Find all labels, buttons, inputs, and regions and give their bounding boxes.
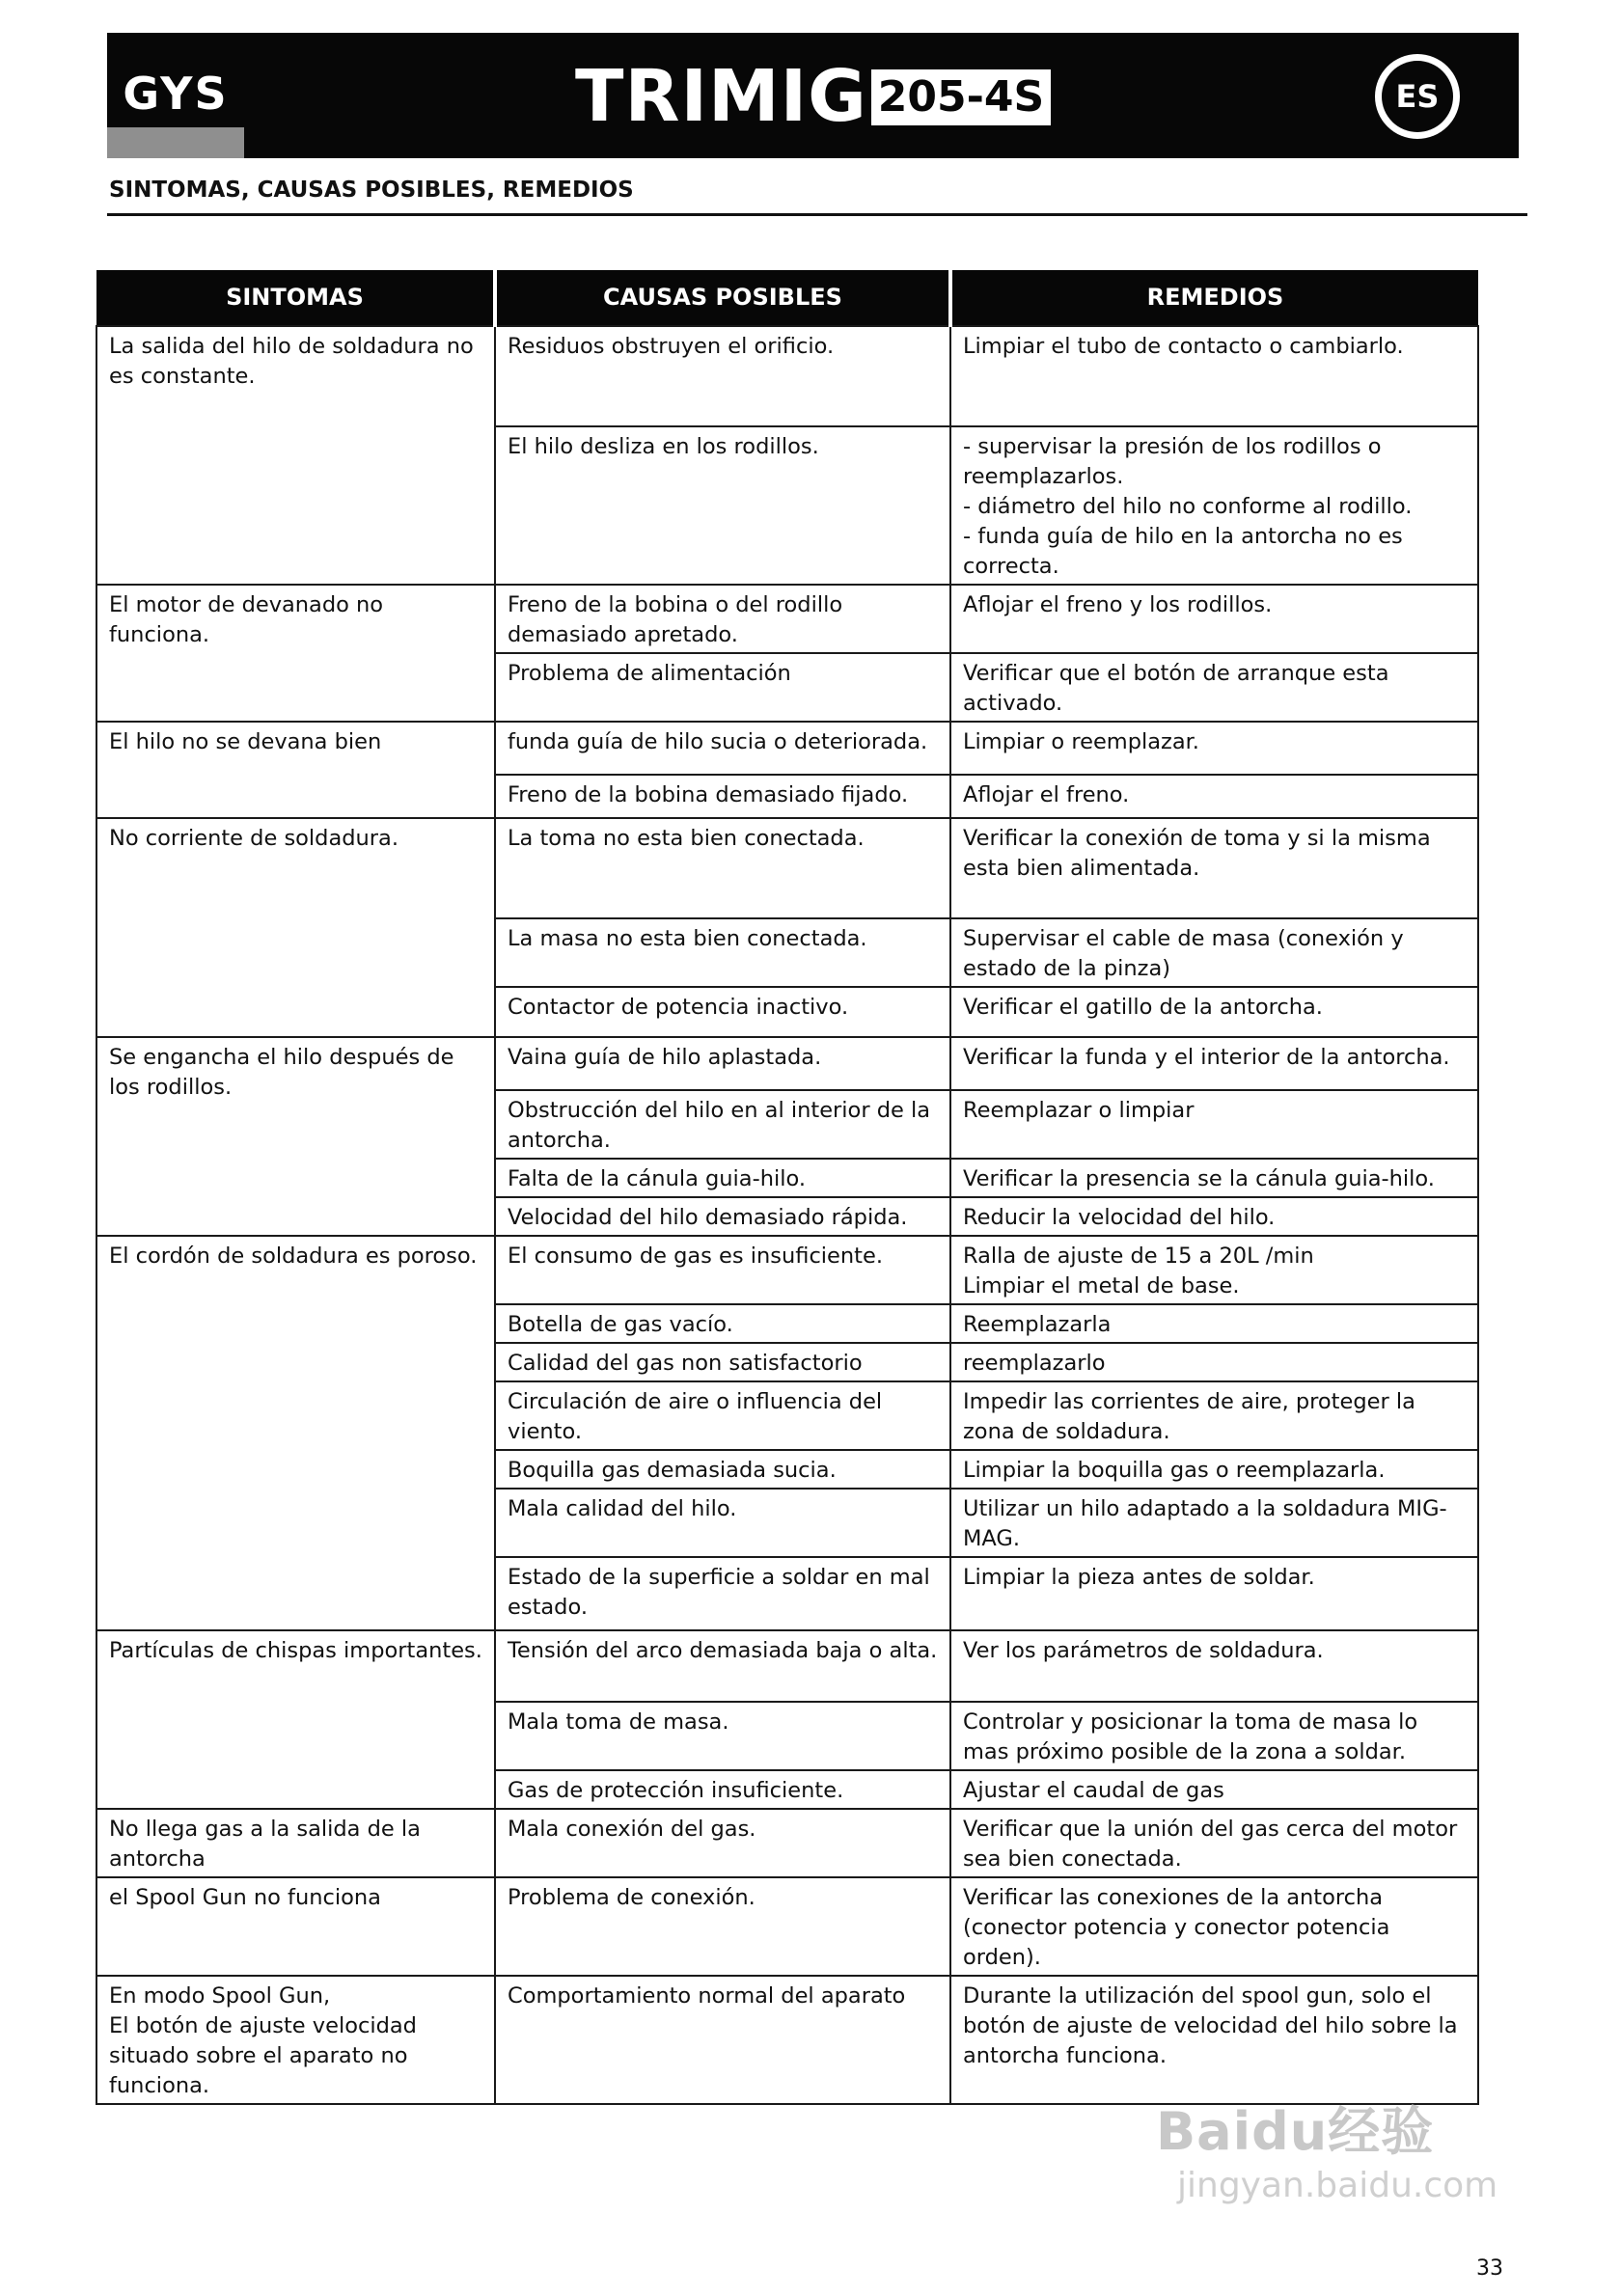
symptom-cell: En modo Spool Gun, El botón de ajuste velocidad situado sobre el aparato no funciona.	[96, 1976, 495, 2104]
table-body	[96, 326, 1478, 2104]
cause-cell: Calidad del gas non satisfactorio	[495, 1343, 950, 1381]
cause-cell: Boquilla gas demasiada sucia.	[495, 1450, 950, 1489]
cause-cell: Mala calidad del hilo.	[495, 1489, 950, 1557]
table-row	[96, 1037, 1478, 1090]
cause-cell: Freno de la bobina demasiado fijado.	[495, 775, 950, 818]
cause-cell: Freno de la bobina o del rodillo demasiado apretado.	[495, 585, 950, 653]
remedy-cell: - supervisar la presión de los rodillos o reemplazarlos. - diámetro del hilo no conforme al rodillo. - funda guía de hilo en la antorcha no es correcta.	[950, 426, 1478, 585]
symptom-cell: No corriente de soldadura.	[96, 818, 495, 1037]
brand-logo	[107, 33, 244, 158]
cause-cell: Comportamiento normal del aparato	[495, 1976, 950, 2104]
table-row	[96, 722, 1478, 775]
remedy-cell: Limpiar la boquilla gas o reemplazarla.	[950, 1450, 1478, 1489]
section-divider	[107, 213, 1527, 216]
remedy-cell: Limpiar o reemplazar.	[950, 722, 1478, 775]
logo-gray-band	[107, 127, 244, 158]
cause-cell: Velocidad del hilo demasiado rápida.	[495, 1197, 950, 1236]
remedy-cell: Verificar el gatillo de la antorcha.	[950, 987, 1478, 1037]
model-badge: 205-4S	[871, 69, 1051, 125]
remedy-cell: Aflojar el freno y los rodillos.	[950, 585, 1478, 653]
watermark-url: jingyan.baidu.com	[1177, 2166, 1498, 2205]
page-number: 33	[1476, 2256, 1503, 2281]
remedy-cell: Impedir las corrientes de aire, proteger la zona de soldadura.	[950, 1381, 1478, 1450]
remedy-cell: Limpiar la pieza antes de soldar.	[950, 1557, 1478, 1630]
remedy-cell: Utilizar un hilo adaptado a la soldadura MIG-MAG.	[950, 1489, 1478, 1557]
troubleshooting-table	[96, 270, 1479, 2105]
cause-cell: La masa no esta bien conectada.	[495, 918, 950, 987]
symptom-cell: el Spool Gun no funciona	[96, 1877, 495, 1976]
symptom-cell: El motor de devanado no funciona.	[96, 585, 495, 722]
cause-cell: El hilo desliza en los rodillos.	[495, 426, 950, 585]
cause-cell: Botella de gas vacío.	[495, 1304, 950, 1343]
table-row	[96, 326, 1478, 426]
cause-cell: Circulación de aire o influencia del viento.	[495, 1381, 950, 1450]
table-row	[96, 1236, 1478, 1304]
remedy-cell: Durante la utilización del spool gun, solo el botón de ajuste de velocidad del hilo sobre la antorcha funciona.	[950, 1976, 1478, 2104]
column-header-remedies: REMEDIOS	[950, 270, 1478, 326]
symptom-cell: La salida del hilo de soldadura no es constante.	[96, 326, 495, 585]
cause-cell: Mala conexión del gas.	[495, 1809, 950, 1877]
remedy-cell: Reemplazarla	[950, 1304, 1478, 1343]
cause-cell: Gas de protección insuficiente.	[495, 1770, 950, 1809]
cause-cell: Mala toma de masa.	[495, 1702, 950, 1770]
table-row	[96, 585, 1478, 653]
language-badge-label: ES	[1382, 61, 1453, 132]
product-name: TRIMIG	[575, 55, 867, 138]
remedy-cell: Limpiar el tubo de contacto o cambiarlo.	[950, 326, 1478, 426]
remedy-cell: Verificar la presencia se la cánula guia-hilo.	[950, 1159, 1478, 1197]
remedy-cell: Verificar que la unión del gas cerca del motor sea bien conectada.	[950, 1809, 1478, 1877]
symptom-cell: El hilo no se devana bien	[96, 722, 495, 818]
symptom-cell: Se engancha el hilo después de los rodillos.	[96, 1037, 495, 1236]
remedy-cell: Controlar y posicionar la toma de masa lo mas próximo posible de la zona a soldar.	[950, 1702, 1478, 1770]
cause-cell: Obstrucción del hilo en al interior de la antorcha.	[495, 1090, 950, 1159]
cause-cell: funda guía de hilo sucia o deteriorada.	[495, 722, 950, 775]
watermark-logo: Baidu经验	[1156, 2101, 1435, 2162]
column-header-causes: CAUSAS POSIBLES	[495, 270, 950, 326]
remedy-cell: reemplazarlo	[950, 1343, 1478, 1381]
section-title: SINTOMAS, CAUSAS POSIBLES, REMEDIOS	[109, 178, 634, 203]
table-row	[96, 1809, 1478, 1877]
remedy-cell: Ralla de ajuste de 15 a 20L /min Limpiar el metal de base.	[950, 1236, 1478, 1304]
cause-cell: Problema de alimentación	[495, 653, 950, 722]
symptom-cell: Partículas de chispas importantes.	[96, 1630, 495, 1809]
remedy-cell: Ver los parámetros de soldadura.	[950, 1630, 1478, 1702]
remedy-cell: Verificar la funda y el interior de la antorcha.	[950, 1037, 1478, 1090]
cause-cell: Vaina guía de hilo aplastada.	[495, 1037, 950, 1090]
table-row	[96, 1877, 1478, 1976]
table-header-row	[96, 270, 1478, 326]
symptom-cell: El cordón de soldadura es poroso.	[96, 1236, 495, 1630]
remedy-cell: Verificar que el botón de arranque esta activado.	[950, 653, 1478, 722]
cause-cell: El consumo de gas es insuficiente.	[495, 1236, 950, 1304]
remedy-cell: Verificar la conexión de toma y si la misma esta bien alimentada.	[950, 818, 1478, 918]
cause-cell: Contactor de potencia inactivo.	[495, 987, 950, 1037]
cause-cell: Residuos obstruyen el orificio.	[495, 326, 950, 426]
cause-cell: Problema de conexión.	[495, 1877, 950, 1976]
logo-text: GYS	[123, 68, 229, 120]
symptom-cell: No llega gas a la salida de la antorcha	[96, 1809, 495, 1877]
remedy-cell: Aflojar el freno.	[950, 775, 1478, 818]
remedy-cell: Verificar las conexiones de la antorcha (conector potencia y conector potencia orden).	[950, 1877, 1478, 1976]
remedy-cell: Reducir la velocidad del hilo.	[950, 1197, 1478, 1236]
language-badge-icon	[1375, 54, 1460, 139]
table-row	[96, 818, 1478, 918]
remedy-cell: Supervisar el cable de masa (conexión y estado de la pinza)	[950, 918, 1478, 987]
remedy-cell: Ajustar el caudal de gas	[950, 1770, 1478, 1809]
remedy-cell: Reemplazar o limpiar	[950, 1090, 1478, 1159]
table-row	[96, 1630, 1478, 1702]
cause-cell: La toma no esta bien conectada.	[495, 818, 950, 918]
cause-cell: Falta de la cánula guia-hilo.	[495, 1159, 950, 1197]
cause-cell: Estado de la superficie a soldar en mal estado.	[495, 1557, 950, 1630]
column-header-symptoms: SINTOMAS	[96, 270, 495, 326]
table-row	[96, 1976, 1478, 2104]
cause-cell: Tensión del arco demasiada baja o alta.	[495, 1630, 950, 1702]
